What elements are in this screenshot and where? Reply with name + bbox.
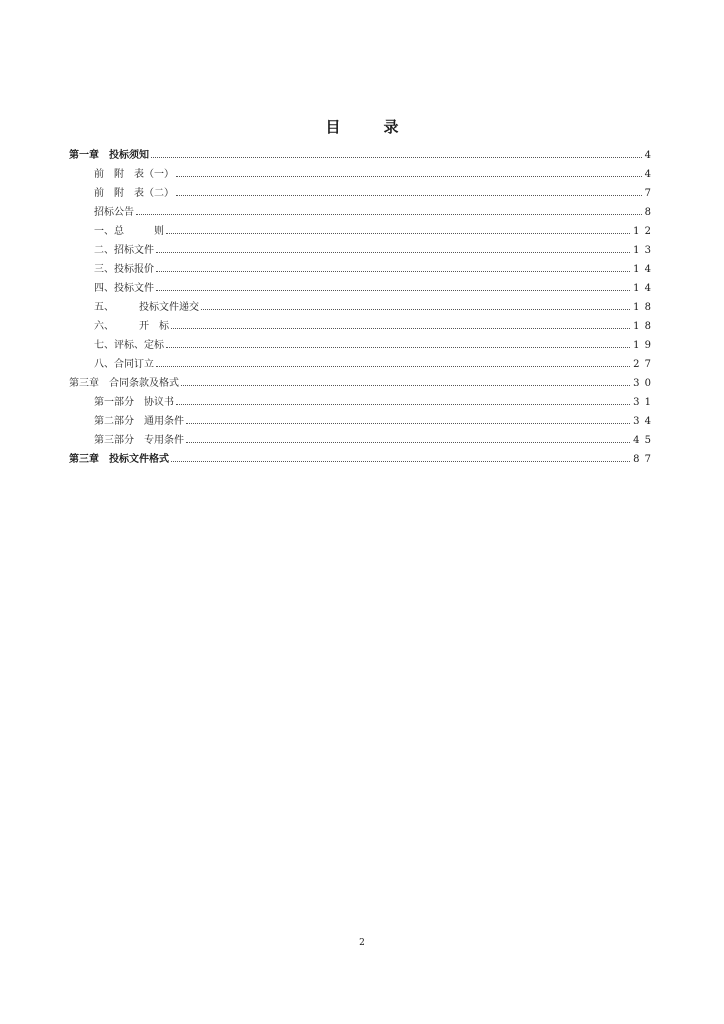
dot-leader [171,327,630,329]
dot-leader [166,346,630,348]
toc-entry-label: 第一部分 协议书 [94,397,174,408]
toc-entry-page: 7 [644,188,652,199]
toc-entry-page: 4 [644,150,652,161]
toc-entry-label: 第二部分 通用条件 [94,416,184,427]
toc-entry[interactable] [69,260,652,279]
dot-leader [136,213,642,215]
toc-entry[interactable] [69,412,652,431]
toc-entry-page: 8 [644,207,652,218]
toc-entry[interactable] [69,450,652,469]
toc-entry[interactable] [69,355,652,374]
toc-entry-label: 一、总 则 [94,226,164,237]
dot-leader [186,441,630,443]
toc-entry-page: 1 9 [633,340,652,351]
toc-entry-page: 4 [644,169,652,180]
toc-entry[interactable] [69,165,652,184]
dot-leader [151,156,642,158]
dot-leader [186,422,630,424]
toc-entry-label: 七、评标、定标 [94,340,164,351]
dot-leader [156,289,630,291]
page-title: 目 录 [325,118,413,136]
toc-entry-label: 招标公告 [94,207,134,218]
page-number: 2 [359,938,365,948]
toc-entry[interactable] [69,298,652,317]
toc-entry-page: 1 4 [633,264,652,275]
dot-leader [156,365,630,367]
dot-leader [171,460,630,462]
toc-entry[interactable] [69,431,652,450]
toc-entry-label: 八、合同订立 [94,359,154,370]
toc-entry-label: 第三章 投标文件格式 [69,454,169,465]
toc-entry-page: 8 7 [633,454,652,465]
toc-entry-label: 四、投标文件 [94,283,154,294]
toc-entry-page: 3 1 [633,397,652,408]
toc-entry[interactable] [69,241,652,260]
toc-entry-label: 前 附 表（一） [94,169,174,180]
toc-entry-page: 1 2 [633,226,652,237]
toc-entry-label: 第一章 投标须知 [69,150,149,161]
toc-entry[interactable] [69,146,652,165]
dot-leader [156,251,630,253]
toc-entry-label: 前 附 表（二） [94,188,174,199]
dot-leader [166,232,630,234]
toc-entry-label: 五、 投标文件递交 [94,302,199,313]
toc-entry-page: 1 8 [633,321,652,332]
dot-leader [181,384,630,386]
toc-entry[interactable] [69,184,652,203]
toc-entry-page: 3 0 [633,378,652,389]
toc-entry-label: 第三章 合同条款及格式 [69,378,179,389]
dot-leader [176,175,642,177]
toc-entry[interactable] [69,317,652,336]
toc-entry-page: 1 4 [633,283,652,294]
toc-entry[interactable] [69,222,652,241]
toc-entry-label: 六、 开 标 [94,321,169,332]
toc-entry[interactable] [69,203,652,222]
toc-entry[interactable] [69,279,652,298]
table-of-contents [69,146,652,469]
toc-entry-label: 二、招标文件 [94,245,154,256]
toc-entry-label: 三、投标报价 [94,264,154,275]
toc-entry-page: 4 5 [633,435,652,446]
toc-entry[interactable] [69,336,652,355]
toc-entry[interactable] [69,393,652,412]
toc-entry-label: 第三部分 专用条件 [94,435,184,446]
toc-entry-page: 3 4 [633,416,652,427]
dot-leader [201,308,630,310]
toc-entry-page: 1 3 [633,245,652,256]
dot-leader [176,403,630,405]
toc-entry-page: 2 7 [633,359,652,370]
dot-leader [176,194,642,196]
toc-entry[interactable] [69,374,652,393]
toc-entry-page: 1 8 [633,302,652,313]
dot-leader [156,270,630,272]
